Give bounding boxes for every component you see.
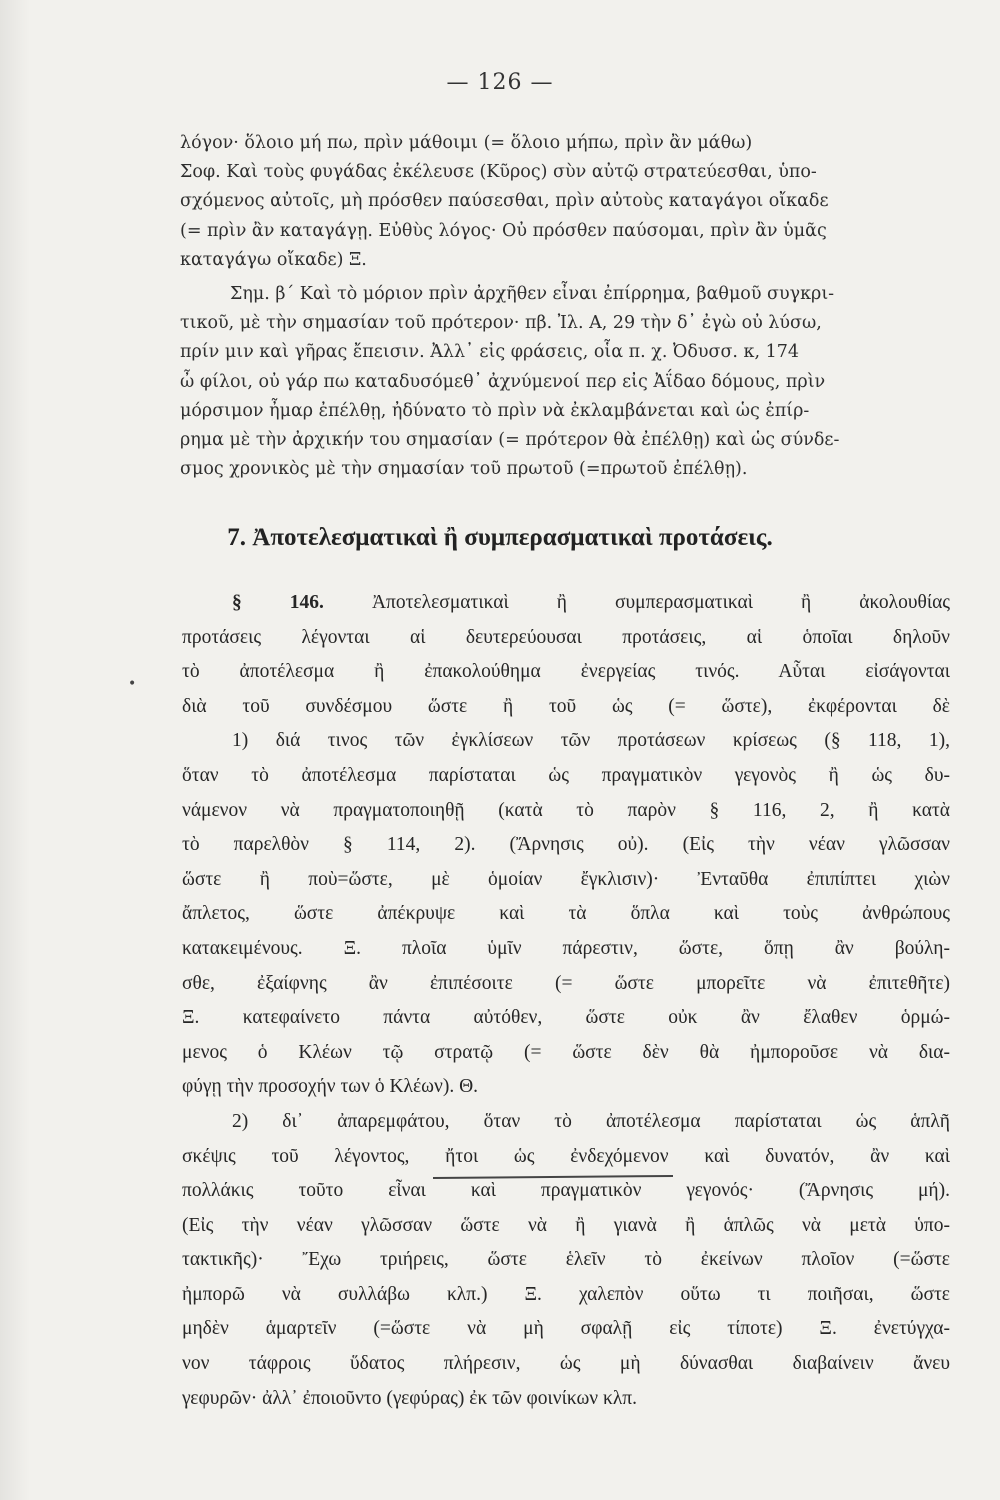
text-line: Σημ. β΄ Καὶ τὸ μόριον πρὶν ἀρχῆθεν εἶναι ἐπίρρημα, βαθμοῦ συγκρι- (230, 284, 835, 304)
section-heading: 7. Ἀποτελεσματικαὶ ἢ συμπερασματικαὶ προτάσεις. (227, 524, 773, 551)
text-line: καταγάγω οἴκαδε) Ξ. (180, 249, 367, 270)
text-line (182, 586, 950, 621)
paragraph-number: § 146. (232, 592, 324, 613)
text-line: σθε, ἐξαίφνης ἂν ἐπιπέσοιτε (= ὥστε μπορεῖτε νὰ ἐπιτεθῆτε) (182, 972, 950, 994)
page-number: — 126 — (446, 70, 554, 95)
text-line: φύγῃ τὴν προσοχήν των ὁ Κλέων). Θ. (182, 1076, 479, 1098)
text-line: 1) διά τινος τῶν ἐγκλίσεων τῶν προτάσεων κρίσεως (§ 118, 1), (232, 730, 950, 752)
text-line: ἄπλετος, ὥστε ἀπέκρυψε καὶ τὰ ὅπλα καὶ τοὺς ἀνθρώπους (182, 903, 950, 925)
text-line: σχόμενος αὐτοῖς, μὴ πρόσθεν παύσεσθαι, πρὶν αὐτοὺς καταγάγοι οἴκαδε (180, 191, 829, 212)
text-line: τικοῦ, μὲ τὴν σημασίαν τοῦ πρότερον· πβ. Ἰλ. Α, 29 τὴν δ᾽ ἐγὼ οὐ λύσω, (180, 313, 822, 334)
text-line: πολλάκις τοῦτο εἶναι καὶ πραγματικὸν γεγονός· (Ἄρνησις μή). (182, 1180, 950, 1202)
text-line: 2) δι᾽ ἀπαρεμφάτου, ὅταν τὸ ἀποτέλεσμα παρίσταται ὡς ἁπλῆ (232, 1110, 950, 1132)
text-line: μηδὲν ἁμαρτεῖν (=ὥστε νὰ μὴ σφαλῇ εἰς τίποτε) Ξ. ἐνετύγχα- (182, 1318, 950, 1340)
page-edge-shadow (0, 0, 30, 1500)
text-line: πρίν μιν καὶ γῆρας ἔπεισιν. Ἀλλ᾽ εἰς φράσεις, οἷα π. χ. Ὀδυσσ. κ, 174 (180, 342, 799, 363)
text-line: τὸ παρελθὸν § 114, 2). (Ἄρνησις οὐ). (Εἰς τὴν νέαν γλῶσσαν (182, 834, 950, 856)
continuation-text (180, 129, 950, 275)
text-line: σμος χρονικὸς μὲ τὴν σημασίαν τοῦ πρωτοῦ (=πρωτοῦ ἐπέλθῃ). (180, 459, 748, 480)
text-line: κατακειμένους. Ξ. πλοῖα ὑμῖν πάρεστιν, ὥστε, ὅπῃ ἂν βούλη- (182, 937, 950, 959)
text-line: μόρσιμον ἦμαρ ἐπέλθῃ, ἠδύνατο τὸ πρὶν νὰ ἐκλαμβάνεται καὶ ὡς ἐπίρ- (180, 400, 810, 421)
text-line: ὅταν τὸ ἀποτέλεσμα παρίσταται ὡς πραγματικὸν γεγονὸς ἢ ὡς δυ- (182, 764, 950, 786)
text-line: σκέψις τοῦ λέγοντος, ἤτοι ὡς ἐνδεχόμενον καὶ δυνατόν, ἂν καὶ (182, 1145, 950, 1167)
text-line: ὦ φίλοι, οὐ γάρ πω καταδυσόμεθ᾽ ἀχνύμενοί περ εἰς Ἀΐδαο δόμους, πρὶν (180, 371, 826, 392)
text-line: διὰ τοῦ συνδέσμου ὥστε ἢ τοῦ ὡς (= ὥστε), ἐκφέρονται δὲ (182, 695, 950, 717)
note-text (180, 280, 950, 484)
text-line: ρημα μὲ τὴν ἀρχικήν του σημασίαν (= πρότερον θὰ ἐπέλθῃ) καὶ ὡς σύνδε- (180, 430, 840, 451)
main-text (182, 586, 950, 1416)
text-line: νάμενον νὰ πραγματοποιηθῇ (κατὰ τὸ παρὸν § 116, 2, ἢ κατὰ (182, 799, 950, 821)
text-line: γεφυρῶν· ἀλλ᾽ ἐποιοῦντο (γεφύρας) ἐκ τῶν φοινίκων κλπ. (182, 1387, 638, 1409)
margin-mark: • (128, 676, 137, 692)
text-line: νον τάφροις ὕδατος πλήρεσιν, ὡς μὴ δύνασθαι διαβαίνειν ἄνευ (182, 1353, 950, 1375)
text-line: ἠμπορῶ νὰ συλλάβω κλπ.) Ξ. χαλεπὸν οὕτω τι ποιῆσαι, ὥστε (182, 1283, 950, 1305)
text-line-content: Ἀποτελεσματικαὶ ἢ συμπερασματικαὶ ἢ ἀκολουθίας (323, 592, 950, 613)
text-line: τακτικῆς)· Ἔχω τριήρεις, ὥστε ἑλεῖν τὸ ἐκείνων πλοῖον (=ὥστε (182, 1249, 950, 1271)
text-line: Ξ. κατεφαίνετο πάντα αὐτόθεν, ὥστε οὐκ ἂν ἔλαθεν ὁρμώ- (182, 1007, 950, 1029)
text-line: (= πρὶν ἂν καταγάγῃ. Εὐθὺς λόγος· Οὐ πρόσθεν παύσομαι, πρὶν ἂν ὑμᾶς (180, 220, 827, 241)
text-line: λόγον· ὅλοιο μή πω, πρὶν μάθοιμι (= ὅλοιο μήπω, πρὶν ἂν μάθω) (180, 133, 753, 153)
text-line: Σοφ. Καὶ τοὺς φυγάδας ἐκέλευσε (Κῦρος) σὺν αὐτῷ στρατεύεσθαι, ὑπο- (180, 162, 817, 183)
text-line: προτάσεις λέγονται αἱ δευτερεύουσαι προτάσεις, αἱ ὁποῖαι δηλοῦν (182, 626, 950, 648)
text-line: (Εἰς τὴν νέαν γλῶσσαν ὥστε νὰ ἢ γιανὰ ἢ ἁπλῶς νὰ μετὰ ὑπο- (182, 1214, 950, 1236)
text-line: ὥστε ἢ ποὺ=ὥστε, μὲ ὁμοίαν ἔγκλισιν)· Ἐνταῦθα ἐπιπίπτει χιὼν (182, 868, 950, 890)
text-line: μενος ὁ Κλέων τῷ στρατῷ (= ὥστε δὲν θὰ ἠμποροῦσε νὰ δια- (182, 1041, 950, 1063)
text-line: τὸ ἀποτέλεσμα ἢ ἐπακολούθημα ἐνεργείας τινός. Αὗται εἰσάγονται (182, 661, 950, 683)
